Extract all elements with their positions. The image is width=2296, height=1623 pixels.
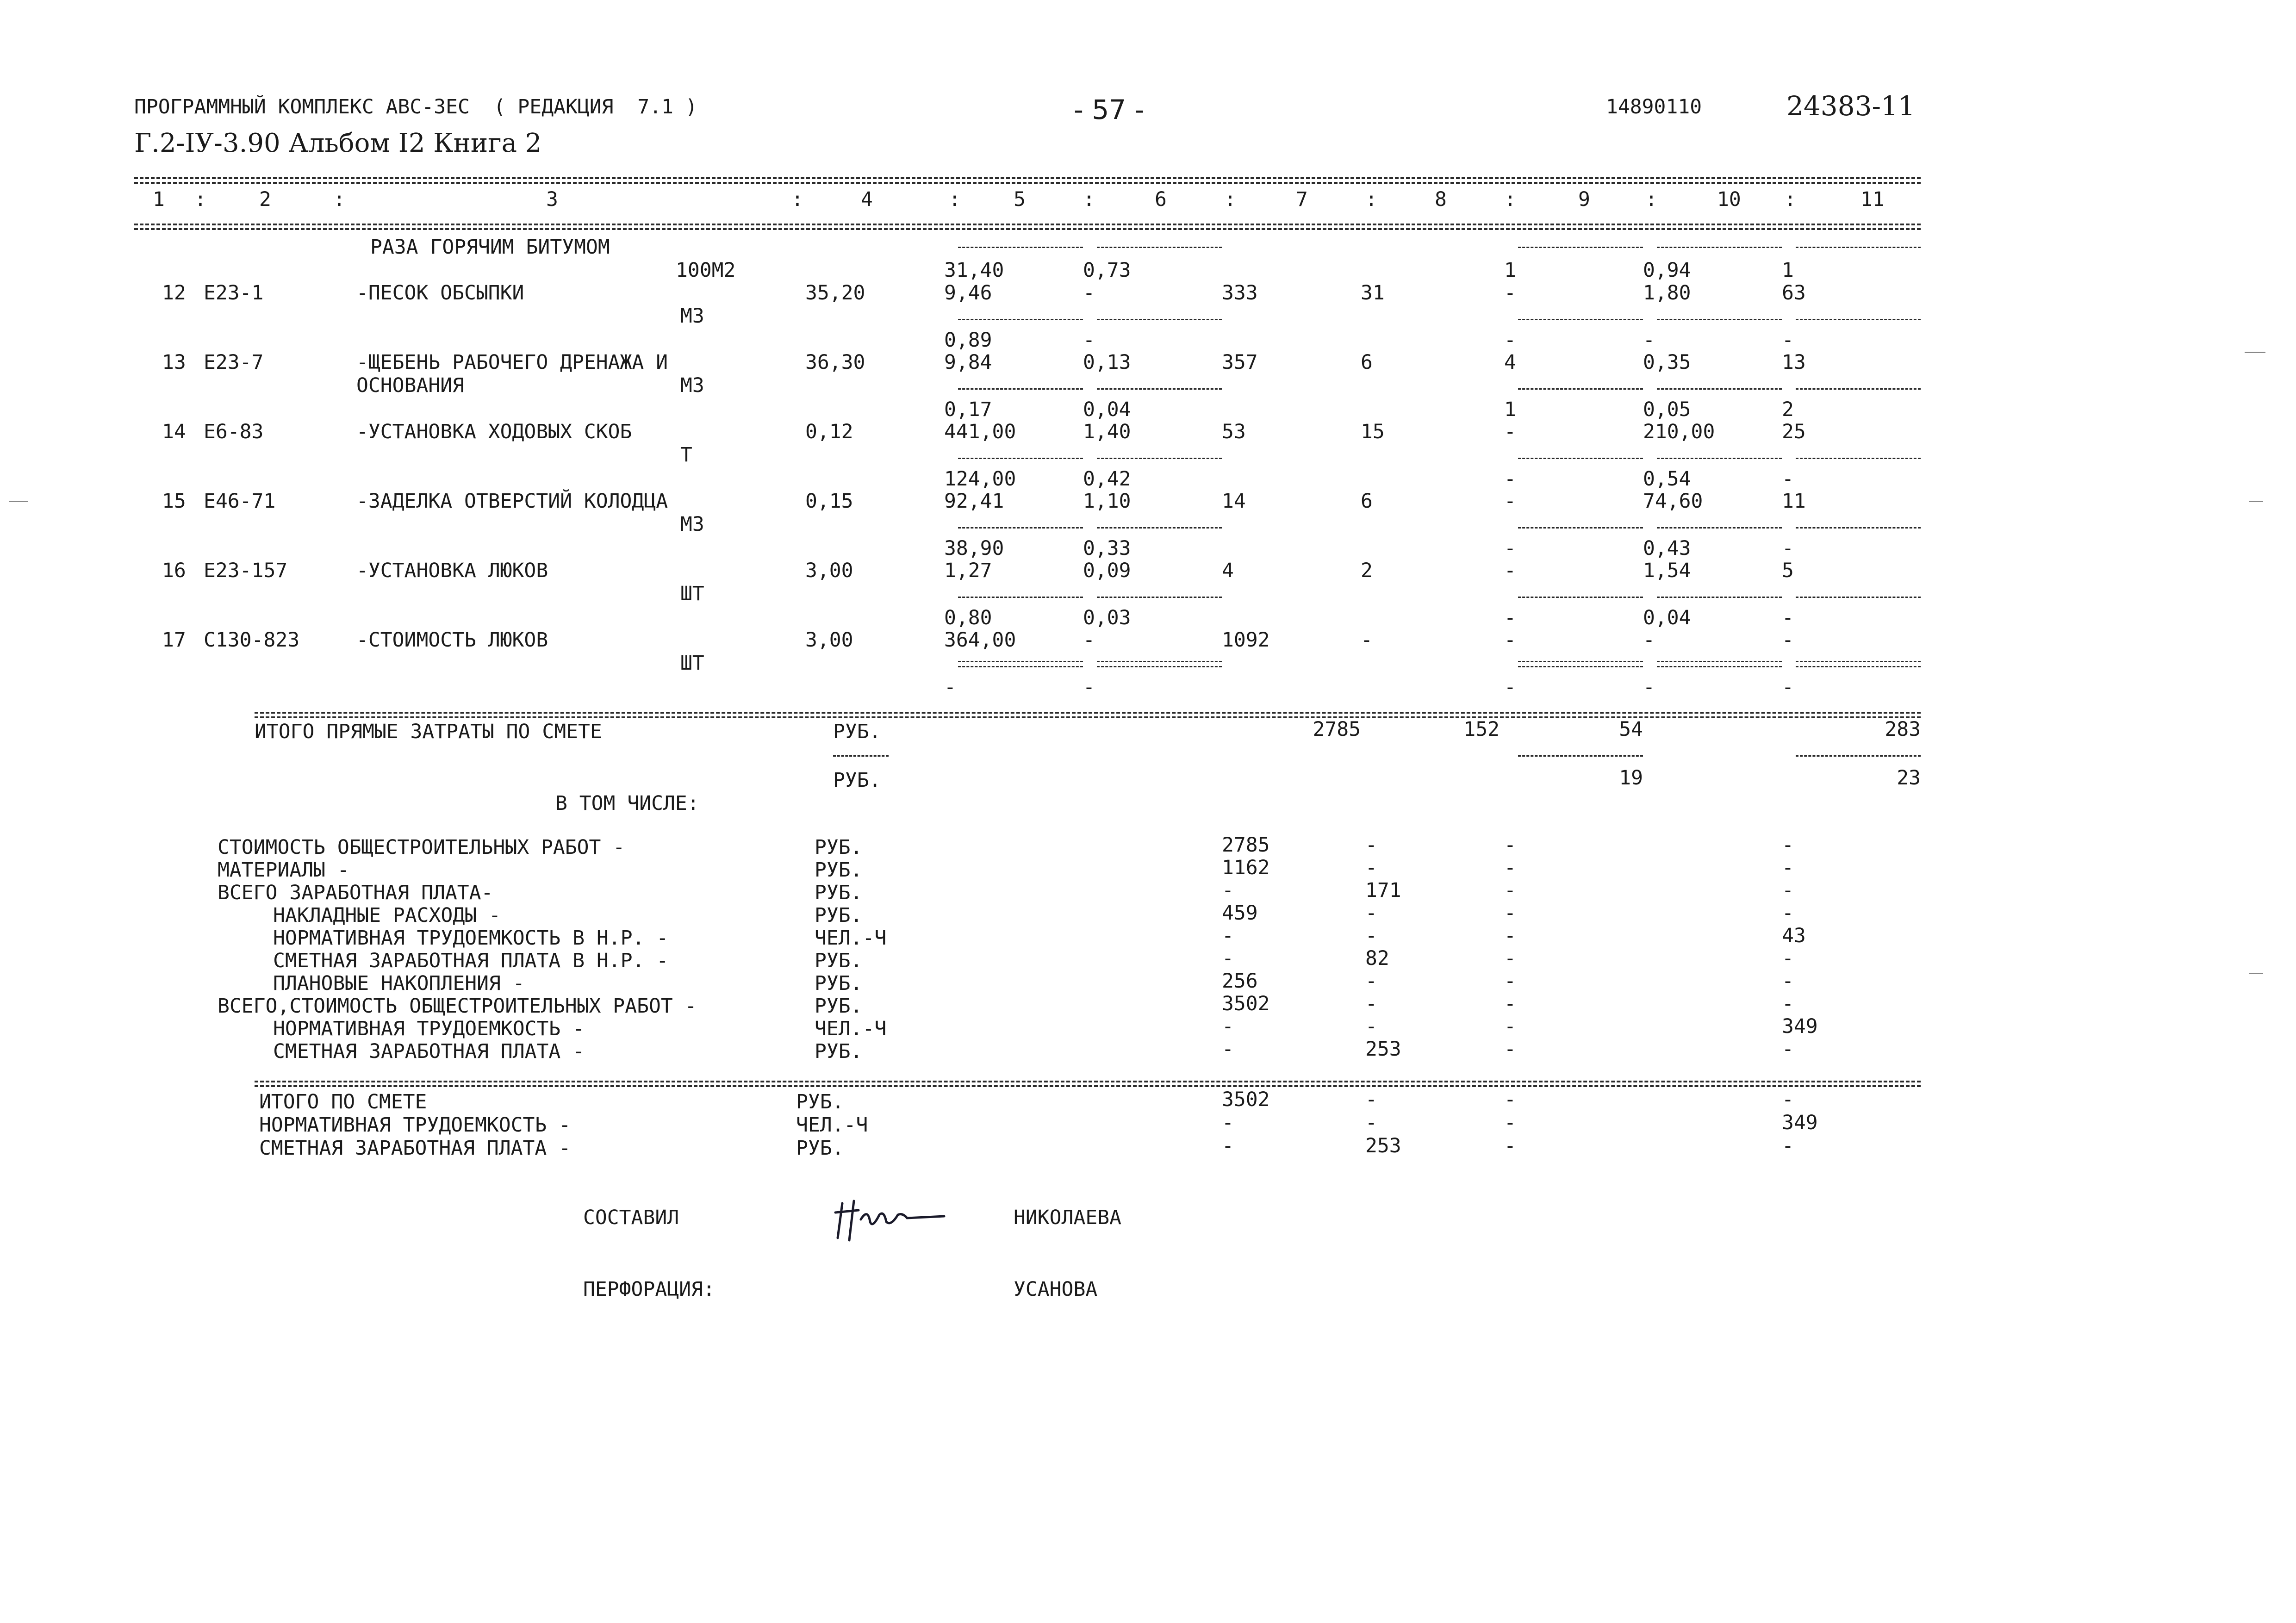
- cell-rule: [1796, 666, 1921, 667]
- summary-c9: -: [1504, 947, 1516, 970]
- cell-rule: [1796, 458, 1921, 459]
- total-c11: 349: [1782, 1111, 1818, 1134]
- item-unit: ШТ: [680, 582, 704, 605]
- summary-c11: -: [1782, 1038, 1794, 1061]
- summary-c9: -: [1504, 879, 1516, 902]
- summary-label: ВСЕГО,СТОИМОСТЬ ОБЩЕСТРОИТЕЛЬНЫХ РАБОТ -: [218, 995, 697, 1018]
- summary-c11: 43: [1782, 924, 1806, 947]
- item-number: 14: [162, 420, 186, 443]
- summary-c11: -: [1782, 992, 1794, 1015]
- summary-c11: -: [1782, 947, 1794, 970]
- item-c5: 364,00: [944, 628, 1016, 652]
- total-direct-unit: РУБ.: [833, 720, 881, 743]
- summary-c7: 459: [1222, 902, 1258, 925]
- summary-c11: -: [1782, 856, 1794, 879]
- item-code: С130-823: [204, 628, 300, 652]
- total-c7: -: [1222, 1134, 1234, 1157]
- item-c7: 357: [1222, 351, 1258, 374]
- item-c11: 63: [1782, 281, 1806, 305]
- total-c8: -: [1365, 1088, 1377, 1111]
- summary-c8: -: [1365, 970, 1377, 993]
- item-c11-lower: 2: [1782, 398, 1794, 421]
- document-code: 14890110: [1606, 95, 1702, 118]
- summary-c11: -: [1782, 833, 1794, 857]
- summary-label: МАТЕРИАЛЫ -: [218, 858, 349, 882]
- summary-c8: -: [1365, 992, 1377, 1015]
- cell-rule: [1518, 247, 1643, 248]
- column-number: 4: [861, 188, 873, 211]
- composed-label: СОСТАВИЛ: [583, 1206, 679, 1229]
- summary-c8: -: [1365, 902, 1377, 925]
- item-c10: -: [1643, 628, 1655, 652]
- item-c10: 74,60: [1643, 490, 1703, 513]
- cell-rule: [1097, 527, 1222, 529]
- item-c5: 441,00: [944, 420, 1016, 443]
- column-separator: :: [1784, 188, 1796, 211]
- header-rule-bottom: [134, 224, 1921, 225]
- scan-mark: [2249, 501, 2263, 502]
- cell-rule: [1657, 388, 1782, 390]
- cell-rule: [1657, 458, 1782, 459]
- in-that-number-label: В ТОМ ЧИСЛЕ:: [555, 792, 699, 815]
- cell-rule: [1097, 458, 1222, 459]
- item-c6-lower: 0,03: [1083, 606, 1131, 629]
- item-quantity: 36,30: [805, 351, 865, 374]
- composed-name: НИКОЛАЕВА: [1014, 1206, 1121, 1229]
- item-code: Е23-7: [204, 351, 264, 374]
- column-number: 8: [1435, 188, 1447, 211]
- total-unit: РУБ.: [796, 1090, 844, 1113]
- header-rule-top: [134, 177, 1921, 179]
- cell-rule: [1097, 597, 1222, 598]
- item-c6-lower: -: [1083, 676, 1095, 699]
- summary-c11: -: [1782, 970, 1794, 993]
- perforation-label: ПЕРФОРАЦИЯ:: [583, 1278, 715, 1301]
- item-c8: -: [1361, 628, 1373, 652]
- item-c11: 13: [1782, 351, 1806, 374]
- item-code: Е23-157: [204, 559, 288, 582]
- summary-c9: -: [1504, 1015, 1516, 1038]
- summary-label: ВСЕГО ЗАРАБОТНАЯ ПЛАТА-: [218, 881, 493, 904]
- item-name: ОСНОВАНИЯ: [356, 374, 464, 397]
- item-name: -УСТАНОВКА ХОДОВЫХ СКОБ: [356, 420, 632, 443]
- cell-rule: [958, 247, 1083, 248]
- item-name: -УСТАНОВКА ЛЮКОВ: [356, 559, 548, 582]
- item-c11-lower: -: [1782, 467, 1794, 491]
- summary-c11: 349: [1782, 1015, 1818, 1038]
- summary-label: НОРМАТИВНАЯ ТРУДОЕМКОСТЬ В Н.Р. -: [273, 927, 669, 950]
- summary-label: СМЕТНАЯ ЗАРАБОТНАЯ ПЛАТА В Н.Р. -: [273, 949, 669, 972]
- item-c9-lower: -: [1504, 467, 1516, 491]
- cell-rule: [958, 597, 1083, 598]
- cell-rule: [1518, 458, 1643, 459]
- cell-rule: [1518, 388, 1643, 390]
- item-c6-lower: 0,04: [1083, 398, 1131, 421]
- summary-c7: 256: [1222, 970, 1258, 993]
- total-c8: -: [1365, 1111, 1377, 1134]
- summary-c8: -: [1365, 1015, 1377, 1038]
- item-c6-lower: 0,42: [1083, 467, 1131, 491]
- item-quantity: 3,00: [805, 628, 853, 652]
- item-c9: 4: [1504, 351, 1516, 374]
- continued-c10: 0,94: [1643, 259, 1691, 282]
- summary-c7: 1162: [1222, 856, 1270, 879]
- total-c9: -: [1504, 1134, 1516, 1157]
- summary-c9: -: [1504, 924, 1516, 947]
- summary-c9: -: [1504, 1038, 1516, 1061]
- item-unit: Т: [680, 443, 692, 466]
- item-c9-lower: -: [1504, 329, 1516, 352]
- item-c5-lower: 0,17: [944, 398, 992, 421]
- item-c10: 0,35: [1643, 351, 1691, 374]
- cell-rule: [1657, 661, 1782, 662]
- summary-c7: -: [1222, 879, 1234, 902]
- item-c11: 5: [1782, 559, 1794, 582]
- item-c8: 6: [1361, 490, 1373, 513]
- cell-rule: [1657, 666, 1782, 667]
- item-c10: 1,54: [1643, 559, 1691, 582]
- cell-rule: [1657, 247, 1782, 248]
- item-quantity: 35,20: [805, 281, 865, 305]
- page-number: - 57 -: [1074, 94, 1145, 125]
- summary-unit: РУБ.: [815, 836, 863, 859]
- item-c11: -: [1782, 628, 1794, 652]
- cell-rule: [1097, 661, 1222, 662]
- cell-rule: [1796, 388, 1921, 390]
- cell-rule: [958, 388, 1083, 390]
- summary-c9: -: [1504, 902, 1516, 925]
- summary-unit: РУБ.: [815, 995, 863, 1018]
- cell-rule: [1657, 527, 1782, 529]
- item-c10-lower: -: [1643, 329, 1655, 352]
- total-c11: -: [1782, 1134, 1794, 1157]
- summary-label: ПЛАНОВЫЕ НАКОПЛЕНИЯ -: [273, 972, 525, 995]
- item-c6: 0,13: [1083, 351, 1131, 374]
- item-c11-lower: -: [1782, 606, 1794, 629]
- item-c9: -: [1504, 490, 1516, 513]
- summary-c8: -: [1365, 833, 1377, 857]
- item-c5-lower: 0,89: [944, 329, 992, 352]
- item-c5: 9,46: [944, 281, 992, 305]
- total-direct-col11: 283: [1885, 718, 1921, 741]
- total-label: ИТОГО ПО СМЕТЕ: [259, 1090, 427, 1113]
- cell-rule: [1097, 666, 1222, 667]
- cell-rule: [958, 527, 1083, 529]
- item-c9-lower: 1: [1504, 398, 1516, 421]
- item-c6: 0,09: [1083, 559, 1131, 582]
- item-c10-lower: 0,04: [1643, 606, 1691, 629]
- scan-mark: [9, 501, 28, 502]
- cell-rule: [1518, 661, 1643, 662]
- cell-rule: [1097, 247, 1222, 248]
- total-rule: [255, 712, 1921, 714]
- item-code: Е23-1: [204, 281, 264, 305]
- cell-rule: [958, 319, 1083, 320]
- scan-mark: [2245, 352, 2265, 353]
- continued-c9: 1: [1504, 259, 1516, 282]
- total-c9: -: [1504, 1088, 1516, 1111]
- column-number: 2: [259, 188, 271, 211]
- summary-c7: 2785: [1222, 833, 1270, 857]
- cell-rule: [1097, 388, 1222, 390]
- item-c9-lower: -: [1504, 676, 1516, 699]
- cell-rule: [1796, 319, 1921, 320]
- summary-label: НАКЛАДНЫЕ РАСХОДЫ -: [273, 904, 501, 927]
- summary-unit: РУБ.: [815, 904, 863, 927]
- total-direct-unit-2: РУБ.: [833, 769, 881, 792]
- item-code: Е6-83: [204, 420, 264, 443]
- item-number: 15: [162, 490, 186, 513]
- item-c5: 92,41: [944, 490, 1004, 513]
- cell-rule: [1796, 661, 1921, 662]
- total-rule-2: [255, 716, 1921, 718]
- summary-unit: ЧЕЛ.-Ч: [815, 927, 887, 950]
- final-rule: [255, 1081, 1921, 1082]
- summary-label: НОРМАТИВНАЯ ТРУДОЕМКОСТЬ -: [273, 1017, 585, 1040]
- summary-unit: РУБ.: [815, 858, 863, 882]
- total-c7: -: [1222, 1111, 1234, 1134]
- column-separator: :: [949, 188, 961, 211]
- total-unit: ЧЕЛ.-Ч: [796, 1113, 868, 1137]
- col9-divider: [1518, 755, 1643, 757]
- item-unit: ШТ: [680, 652, 704, 675]
- item-name: -ЩЕБЕНЬ РАБОЧЕГО ДРЕНАЖА И: [356, 351, 668, 374]
- summary-c11: -: [1782, 879, 1794, 902]
- column-separator: :: [1083, 188, 1095, 211]
- summary-unit: ЧЕЛ.-Ч: [815, 1017, 887, 1040]
- item-c10: 210,00: [1643, 420, 1715, 443]
- item-c7: 14: [1222, 490, 1246, 513]
- item-c8: 15: [1361, 420, 1385, 443]
- item-c7: 53: [1222, 420, 1246, 443]
- cell-rule: [958, 666, 1083, 667]
- column-number: 1: [153, 188, 165, 211]
- header-rule-top-2: [134, 182, 1921, 184]
- program-title: ПРОГРАММНЫЙ КОМПЛЕКС АВС-3ЕС ( РЕДАКЦИЯ 7.1 ): [134, 95, 697, 118]
- header-rule-bottom-2: [134, 228, 1921, 230]
- item-number: 13: [162, 351, 186, 374]
- column-separator: :: [1645, 188, 1657, 211]
- summary-c8: -: [1365, 856, 1377, 879]
- item-c11-lower: -: [1782, 329, 1794, 352]
- total-label: НОРМАТИВНАЯ ТРУДОЕМКОСТЬ -: [259, 1113, 571, 1137]
- summary-c7: -: [1222, 924, 1234, 947]
- cell-rule: [1657, 597, 1782, 598]
- column-number: 6: [1155, 188, 1167, 211]
- total-c7: 3502: [1222, 1088, 1270, 1111]
- column-separator: :: [1504, 188, 1516, 211]
- cell-rule: [1518, 597, 1643, 598]
- item-c11-lower: -: [1782, 676, 1794, 699]
- column-separator: :: [791, 188, 803, 211]
- cell-rule: [1796, 247, 1921, 248]
- item-unit: М3: [680, 513, 704, 536]
- handwritten-signature: [833, 1194, 953, 1245]
- total-c8: 253: [1365, 1134, 1401, 1157]
- column-number: 7: [1296, 188, 1308, 211]
- item-unit: М3: [680, 374, 704, 397]
- summary-label: СТОИМОСТЬ ОБЩЕСТРОИТЕЛЬНЫХ РАБОТ -: [218, 836, 625, 859]
- column-number: 11: [1860, 188, 1885, 211]
- continued-item-unit: 100М2: [676, 259, 736, 282]
- cell-rule: [1518, 319, 1643, 320]
- item-c5-lower: 124,00: [944, 467, 1016, 491]
- item-c6-lower: 0,33: [1083, 537, 1131, 560]
- item-c8: 6: [1361, 351, 1373, 374]
- summary-c9: -: [1504, 833, 1516, 857]
- cell-rule: [1796, 597, 1921, 598]
- summary-c7: -: [1222, 1038, 1234, 1061]
- item-quantity: 0,15: [805, 490, 853, 513]
- item-c10-lower: 0,05: [1643, 398, 1691, 421]
- item-c10: 1,80: [1643, 281, 1691, 305]
- item-number: 17: [162, 628, 186, 652]
- summary-c9: -: [1504, 992, 1516, 1015]
- summary-c7: -: [1222, 1015, 1234, 1038]
- continued-c5: 31,40: [944, 259, 1004, 282]
- item-c11: 11: [1782, 490, 1806, 513]
- summary-c8: 253: [1365, 1038, 1401, 1061]
- item-c10-lower: -: [1643, 676, 1655, 699]
- item-c5: 9,84: [944, 351, 992, 374]
- item-quantity: 3,00: [805, 559, 853, 582]
- cell-rule: [958, 458, 1083, 459]
- summary-c7: -: [1222, 947, 1234, 970]
- summary-c8: -: [1365, 924, 1377, 947]
- summary-c8: 82: [1365, 947, 1389, 970]
- item-code: Е46-71: [204, 490, 276, 513]
- final-rule-2: [255, 1085, 1921, 1087]
- continued-c11: 1: [1782, 259, 1794, 282]
- item-name: -ПЕСОК ОБСЫПКИ: [356, 281, 524, 305]
- item-c9: -: [1504, 628, 1516, 652]
- continued-item-text: РАЗА ГОРЯЧИМ БИТУМОМ: [370, 236, 610, 259]
- summary-c11: -: [1782, 902, 1794, 925]
- column-number: 5: [1014, 188, 1026, 211]
- item-c6-lower: -: [1083, 329, 1095, 352]
- item-c6: 1,10: [1083, 490, 1131, 513]
- item-c9: -: [1504, 559, 1516, 582]
- cell-rule: [1518, 666, 1643, 667]
- item-c6: -: [1083, 281, 1095, 305]
- total-c9: -: [1504, 1111, 1516, 1134]
- item-c11-lower: -: [1782, 537, 1794, 560]
- unit-divider: [833, 755, 889, 757]
- item-c7: 333: [1222, 281, 1258, 305]
- scan-mark: [2249, 973, 2263, 974]
- item-quantity: 0,12: [805, 420, 853, 443]
- total-direct-col9: 54: [1619, 718, 1643, 741]
- column-separator: :: [1365, 188, 1377, 211]
- continued-c6: 0,73: [1083, 259, 1131, 282]
- item-c5-lower: -: [944, 676, 956, 699]
- summary-c7: 3502: [1222, 992, 1270, 1015]
- column-separator: :: [1224, 188, 1236, 211]
- item-c8: 2: [1361, 559, 1373, 582]
- column-number: 9: [1578, 188, 1590, 211]
- summary-c9: -: [1504, 970, 1516, 993]
- item-number: 12: [162, 281, 186, 305]
- column-number: 10: [1717, 188, 1741, 211]
- cell-rule: [958, 661, 1083, 662]
- summary-unit: РУБ.: [815, 1040, 863, 1063]
- item-unit: М3: [680, 305, 704, 328]
- item-c10-lower: 0,43: [1643, 537, 1691, 560]
- cell-rule: [1097, 319, 1222, 320]
- item-c5: 1,27: [944, 559, 992, 582]
- summary-c8: 171: [1365, 879, 1401, 902]
- perforation-name: УСАНОВА: [1014, 1278, 1098, 1301]
- column-separator: :: [194, 188, 206, 211]
- item-c7: 4: [1222, 559, 1234, 582]
- item-c5-lower: 0,80: [944, 606, 992, 629]
- summary-unit: РУБ.: [815, 881, 863, 904]
- total-direct-col8: 152: [1463, 718, 1500, 741]
- item-c8: 31: [1361, 281, 1385, 305]
- summary-unit: РУБ.: [815, 949, 863, 972]
- item-number: 16: [162, 559, 186, 582]
- item-c9-lower: -: [1504, 537, 1516, 560]
- total-unit: РУБ.: [796, 1137, 844, 1160]
- document-subtitle: Г.2-IУ-3.90 Альбом I2 Книга 2: [134, 128, 542, 158]
- total-label: СМЕТНАЯ ЗАРАБОТНАЯ ПЛАТА -: [259, 1137, 571, 1160]
- total-c11: -: [1782, 1088, 1794, 1111]
- item-c10-lower: 0,54: [1643, 467, 1691, 491]
- total-direct-col7: 2785: [1313, 718, 1361, 741]
- cell-rule: [1518, 527, 1643, 529]
- item-c9: -: [1504, 420, 1516, 443]
- cell-rule: [1796, 527, 1921, 529]
- item-name: -ЗАДЕЛКА ОТВЕРСТИЙ КОЛОДЦА: [356, 490, 668, 513]
- item-name: -СТОИМОСТЬ ЛЮКОВ: [356, 628, 548, 652]
- item-c9: -: [1504, 281, 1516, 305]
- item-c6: 1,40: [1083, 420, 1131, 443]
- col11-divider: [1796, 755, 1921, 757]
- item-c11: 25: [1782, 420, 1806, 443]
- total-direct-col9-lower: 19: [1619, 766, 1643, 790]
- column-separator: :: [333, 188, 345, 211]
- summary-label: СМЕТНАЯ ЗАРАБОТНАЯ ПЛАТА -: [273, 1040, 585, 1063]
- column-number: 3: [546, 188, 558, 211]
- item-c5-lower: 38,90: [944, 537, 1004, 560]
- total-direct-label: ИТОГО ПРЯМЫЕ ЗАТРАТЫ ПО СМЕТЕ: [255, 720, 602, 743]
- document-number: 24383-11: [1786, 90, 1915, 122]
- summary-c9: -: [1504, 856, 1516, 879]
- summary-unit: РУБ.: [815, 972, 863, 995]
- item-c9-lower: -: [1504, 606, 1516, 629]
- total-direct-col11-lower: 23: [1897, 766, 1921, 790]
- item-c6: -: [1083, 628, 1095, 652]
- item-c7: 1092: [1222, 628, 1270, 652]
- cell-rule: [1657, 319, 1782, 320]
